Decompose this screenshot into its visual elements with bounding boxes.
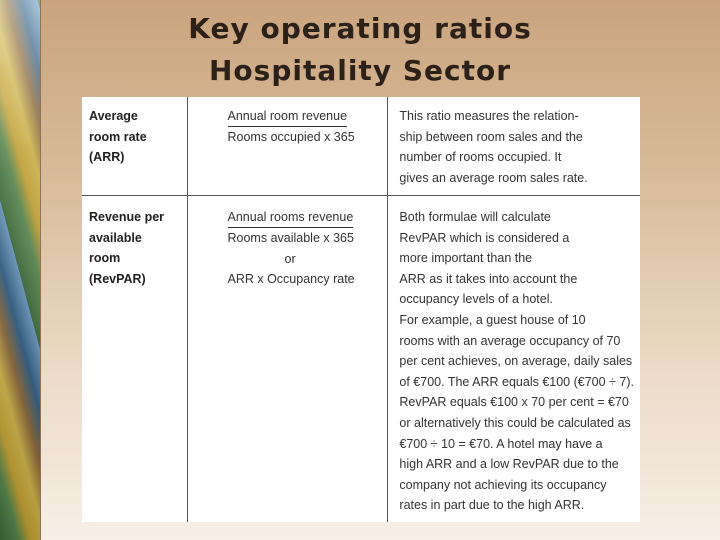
description-line: occupancy levels of a hotel. bbox=[399, 292, 553, 307]
slide-title: Key operating ratios bbox=[188, 12, 532, 45]
slide-subtitle: Hospitality Sector bbox=[208, 54, 512, 87]
description-line: company not achieving its occupancy bbox=[399, 477, 607, 492]
description-line: €700 ÷ 10 = €70. A hotel may have a bbox=[399, 436, 603, 451]
description-line: rates in part due to the high ARR. bbox=[399, 498, 585, 513]
term-line: room rate bbox=[89, 129, 147, 144]
description-line: per cent achieves, on average, daily sales bbox=[399, 354, 633, 369]
decorative-photo-strip bbox=[0, 0, 41, 540]
formula-denominator: Rooms occupied x 365 bbox=[227, 130, 355, 144]
table-row-arr bbox=[82, 97, 640, 196]
term-line: (ARR) bbox=[89, 150, 125, 164]
term-line: (RevPAR) bbox=[89, 271, 146, 286]
table-row-revpar bbox=[82, 196, 640, 523]
term-cell bbox=[82, 97, 187, 196]
formula-denominator: Rooms available x 365 bbox=[227, 231, 354, 245]
formula-numerator: Annual room revenue bbox=[228, 107, 348, 127]
formula-cell bbox=[187, 196, 388, 523]
description-line: For example, a guest house of 10 bbox=[399, 312, 586, 327]
formula-cell bbox=[187, 97, 388, 196]
description-cell bbox=[388, 97, 640, 196]
description-line: ARR as it takes into account the bbox=[399, 271, 578, 286]
description-line: number of rooms occupied. It bbox=[399, 150, 562, 165]
description-line: RevPAR which is considered a bbox=[399, 230, 570, 245]
description-line: gives an average room sales rate. bbox=[399, 170, 588, 185]
description-line: high ARR and a low RevPAR due to the bbox=[399, 457, 619, 472]
term-line: Average bbox=[89, 109, 138, 123]
description-line: RevPAR equals €100 x 70 per cent = €70 bbox=[399, 395, 629, 410]
description-line: Both formulae will calculate bbox=[399, 210, 551, 224]
description-line: of €700. The ARR equals €100 (€700 ÷ 7). bbox=[399, 374, 634, 389]
description-line: or alternatively this could be calculated as bbox=[399, 415, 631, 430]
description-line: This ratio measures the relation- bbox=[399, 109, 579, 123]
term-cell bbox=[82, 196, 187, 523]
term-line: Revenue per bbox=[89, 210, 165, 224]
term-line: available bbox=[89, 230, 142, 245]
description-line: ship between room sales and the bbox=[399, 129, 583, 144]
description-line: more important than the bbox=[399, 251, 533, 266]
formula-alternative: ARR x Occupancy rate bbox=[227, 272, 355, 286]
term-line: room bbox=[89, 251, 121, 265]
formula-numerator: Annual rooms revenue bbox=[228, 208, 354, 228]
description-line: rooms with an average occupancy of 70 bbox=[399, 333, 621, 348]
formula-or: or bbox=[284, 251, 296, 266]
description-cell bbox=[388, 196, 640, 523]
ratios-table bbox=[82, 97, 640, 522]
